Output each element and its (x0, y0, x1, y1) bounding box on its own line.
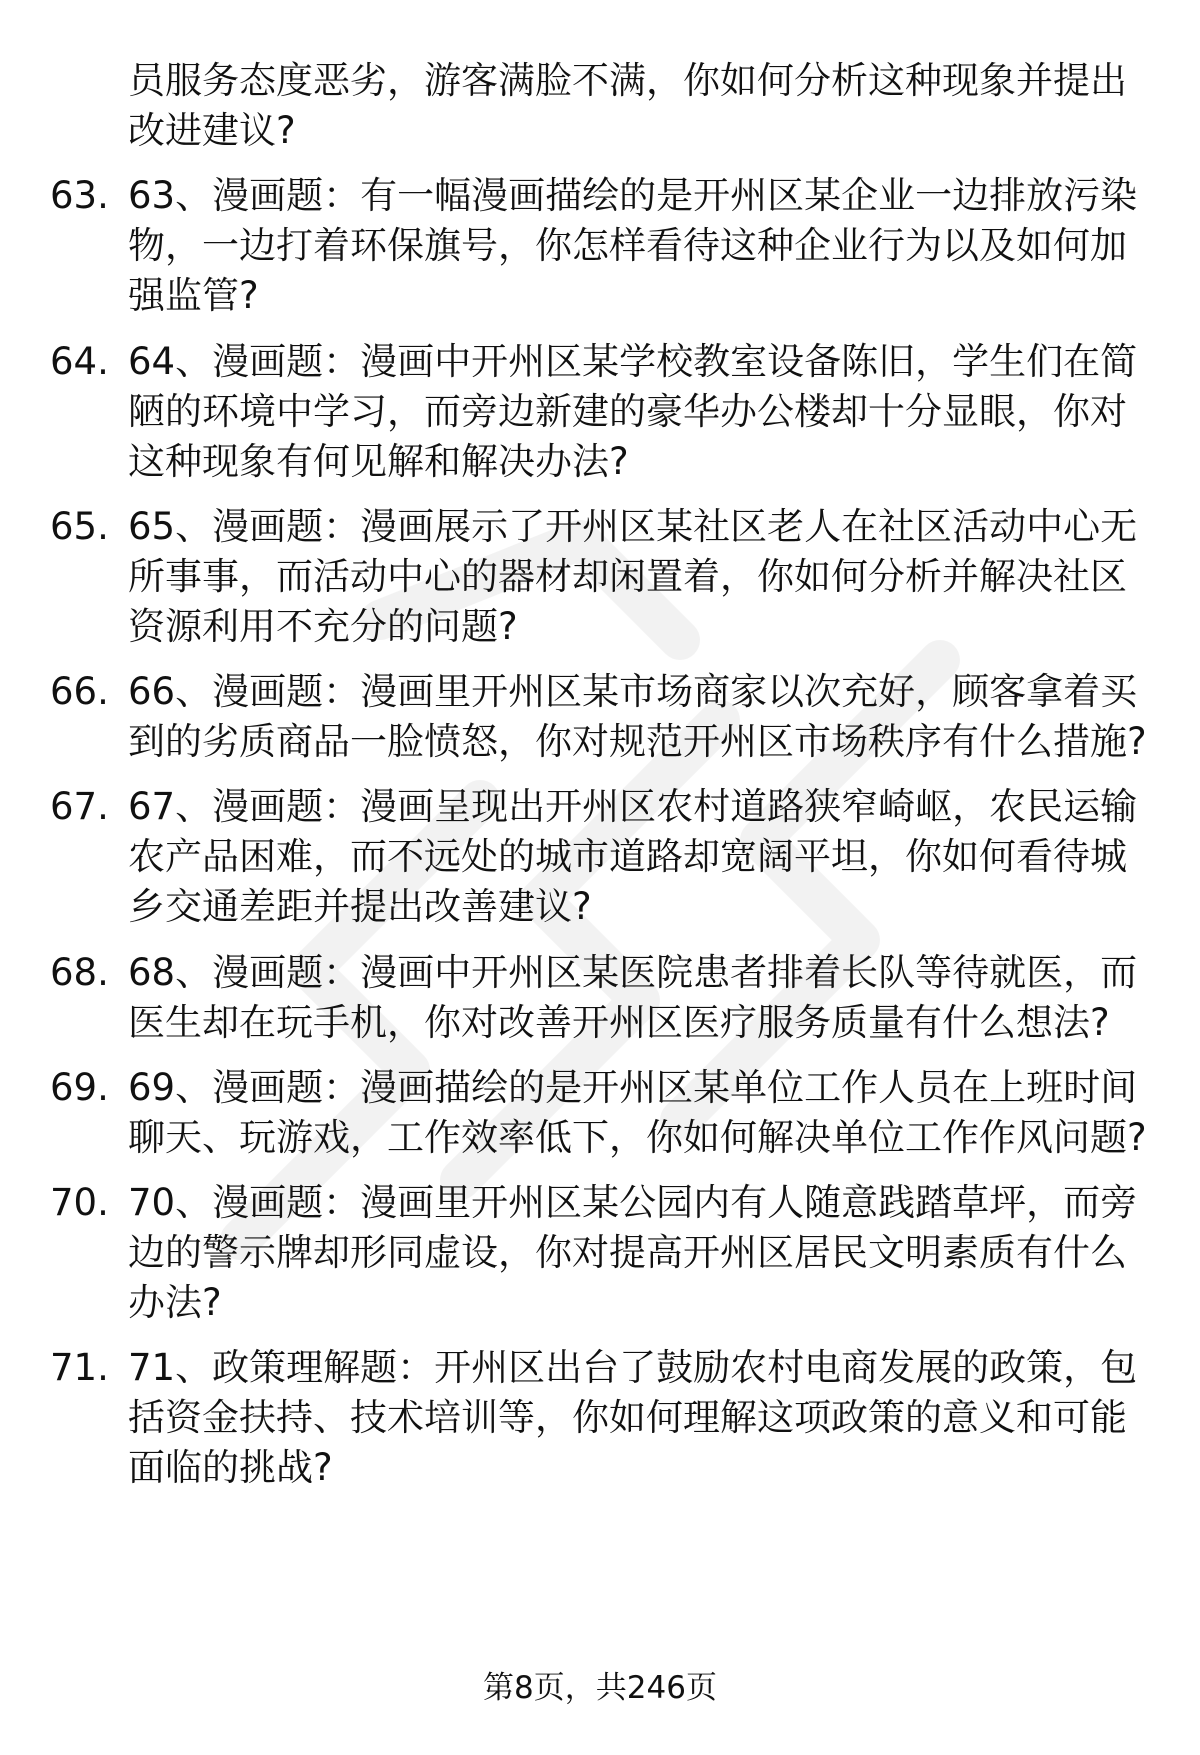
question-text: 71、政策理解题：开州区出台了鼓励农村电商发展的政策，包括资金扶持、技术培训等，你如何理解这项政策的意义和可能面临的挑战? (128, 1346, 1138, 1489)
question-item-70 (50, 1178, 1148, 1328)
question-text: 65、漫画题：漫画展示了开州区某社区老人在社区活动中心无所事事，而活动中心的器材却闲置着，你如何分析并解决社区资源利用不充分的问题? (128, 505, 1138, 648)
question-text: 63、漫画题：有一幅漫画描绘的是开州区某企业一边排放污染物，一边打着环保旗号，你怎样看待这种企业行为以及如何加强监管? (128, 174, 1138, 317)
question-number: 64. (50, 340, 109, 383)
question-item-63 (50, 171, 1148, 321)
question-number: 70. (50, 1181, 109, 1224)
question-item-64 (50, 337, 1148, 487)
question-item-71 (50, 1343, 1148, 1493)
question-number: 69. (50, 1066, 109, 1109)
question-text: 64、漫画题：漫画中开州区某学校教室设备陈旧，学生们在简陋的环境中学习，而旁边新建的豪华办公楼却十分显眼，你对这种现象有何见解和解决办法? (128, 340, 1138, 483)
question-item-68 (50, 948, 1148, 1048)
question-text: 69、漫画题：漫画描绘的是开州区某单位工作人员在上班时间聊天、玩游戏，工作效率低下，你如何解决单位工作作风问题? (128, 1066, 1147, 1159)
question-number: 67. (50, 785, 109, 828)
question-number: 66. (50, 670, 109, 713)
question-number: 68. (50, 951, 109, 994)
continuation-text: 员服务态度恶劣，游客满脸不满，你如何分析这种现象并提出改进建议? (128, 59, 1127, 152)
question-text: 66、漫画题：漫画里开州区某市场商家以次充好，顾客拿着买到的劣质商品一脸愤怒，你对规范开州区市场秩序有什么措施? (128, 670, 1147, 763)
question-text: 70、漫画题：漫画里开州区某公园内有人随意践踏草坪，而旁边的警示牌却形同虚设，你对提高开州区居民文明素质有什么办法? (128, 1181, 1138, 1324)
question-item-66 (50, 667, 1148, 767)
question-number: 63. (50, 174, 109, 217)
question-item-67 (50, 782, 1148, 932)
question-text: 68、漫画题：漫画中开州区某医院患者排着长队等待就医，而医生却在玩手机，你对改善开州区医疗服务质量有什么想法? (128, 951, 1138, 1044)
question-text: 67、漫画题：漫画呈现出开州区农村道路狭窄崎岖，农民运输农产品困难，而不远处的城市道路却宽阔平坦，你如何看待城乡交通差距并提出改善建议? (128, 785, 1138, 928)
question-number: 71. (50, 1346, 109, 1389)
page-footer: 第8页，共246页 (483, 1670, 717, 1706)
question-number: 65. (50, 505, 109, 548)
question-item-65 (50, 502, 1148, 652)
question-item-69 (50, 1063, 1148, 1163)
